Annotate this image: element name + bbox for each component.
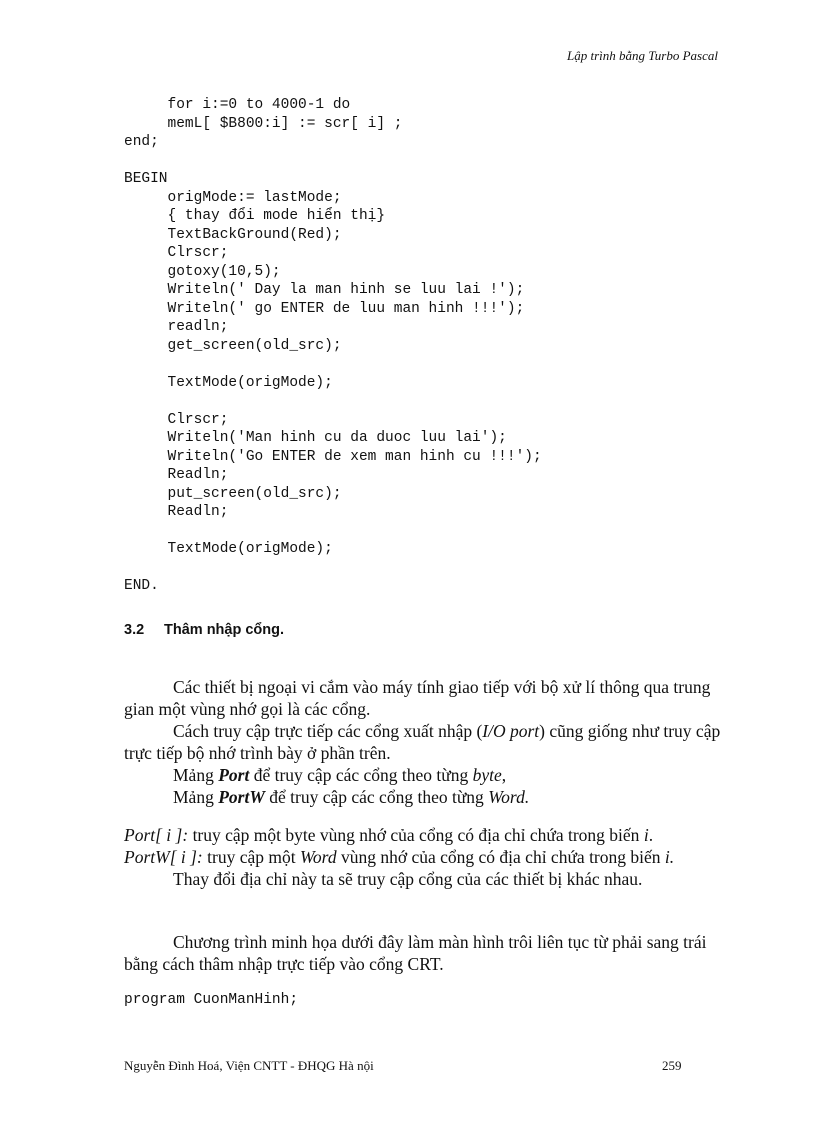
code-line: [124, 522, 542, 541]
definition-port: Port[ i ]: truy cập một byte vùng nhớ của cổng có địa chỉ chứa trong biến i.: [124, 825, 654, 845]
definition-portw: PortW[ i ]: truy cập một Word vùng nhớ của cổng có địa chỉ chứa trong biến i.: [124, 847, 675, 867]
code-line: Writeln('Man hinh cu da duoc luu lai');: [124, 430, 507, 446]
code-line: readln;: [124, 319, 229, 335]
paragraph-portw-array: Mảng PortW để truy cập các cổng theo từng Word.: [173, 787, 530, 807]
code-line: for i:=0 to 4000-1 do: [124, 97, 351, 113]
code-line: memL[ $B800:i] := scr[ i] ;: [124, 115, 403, 132]
code-line: TextMode(origMode);: [124, 374, 333, 391]
code-line: Writeln(' Day la man hinh se luu lai !');: [124, 282, 525, 298]
paragraph-demo-intro: [124, 931, 724, 975]
code-line: Clrscr;: [124, 411, 229, 428]
code-line: Clrscr;: [124, 245, 229, 261]
section-number: 3.2: [124, 622, 145, 638]
code-line: Writeln(' go ENTER de luu man hinh !!!');: [124, 300, 525, 317]
paragraph-port-array: Mảng Port để truy cập các cổng theo từng byte,: [173, 765, 507, 785]
code-line: BEGIN: [124, 171, 168, 187]
code-line: TextMode(origMode);: [124, 541, 333, 557]
definitions: [124, 824, 724, 890]
code-line: get_screen(old_src);: [124, 337, 342, 354]
running-header: Lập trình bằng Turbo Pascal: [567, 48, 718, 63]
paragraph-demo-text: Chương trình minh họa dưới đây làm màn hình trôi liên tục từ phải sang trái bằng cách thâm nhập trực tiếp vào cổng CRT.: [124, 932, 707, 974]
paragraph-address-change: Thay đổi địa chỉ này ta sẽ truy cập cổng của các thiết bị khác nhau.: [173, 869, 643, 889]
code-line: end;: [124, 134, 159, 150]
paragraph-io-port: Cách truy cập trực tiếp các cổng xuất nhập (I/O port) cũng giống như truy cập trực tiếp bộ nhớ trình bày ở phần trên.: [124, 721, 721, 763]
code-line: program CuonManHinh;: [124, 992, 299, 1008]
code-line: [124, 559, 542, 578]
code-line: Writeln('Go ENTER de xem man hinh cu !!!');: [124, 448, 542, 465]
code-line: gotoxy(10,5);: [124, 263, 281, 280]
code-line: [124, 355, 542, 374]
code-line: Readln;: [124, 504, 229, 520]
code-line: { thay đổi mode hiển thị}: [124, 208, 386, 224]
code-line: Readln;: [124, 467, 229, 483]
port-keyword: Port: [218, 765, 250, 785]
io-port-term: I/O port: [482, 721, 540, 741]
page-number: 259: [662, 1058, 682, 1073]
code-line: origMode:= lastMode;: [124, 189, 342, 206]
code-line: [124, 392, 542, 411]
code-line: END.: [124, 578, 159, 594]
body-text: [124, 676, 724, 808]
footer-author: Nguyễn Đình Hoá, Viện CNTT - ĐHQG Hà nội: [124, 1058, 374, 1073]
code-block-2: [124, 991, 298, 1010]
code-block-1: [124, 96, 542, 596]
section-title: Thâm nhập cổng.: [164, 622, 285, 638]
code-line: [124, 152, 542, 171]
portw-keyword: PortW: [218, 787, 265, 807]
section-heading: [124, 622, 284, 638]
paragraph-ports-intro: Các thiết bị ngoại vi cắm vào máy tính giao tiếp với bộ xử lí thông qua trung gian một vùng nhớ gọi là các cổng.: [124, 677, 711, 719]
code-line: put_screen(old_src);: [124, 485, 342, 502]
code-line: TextBackGround(Red);: [124, 226, 342, 243]
